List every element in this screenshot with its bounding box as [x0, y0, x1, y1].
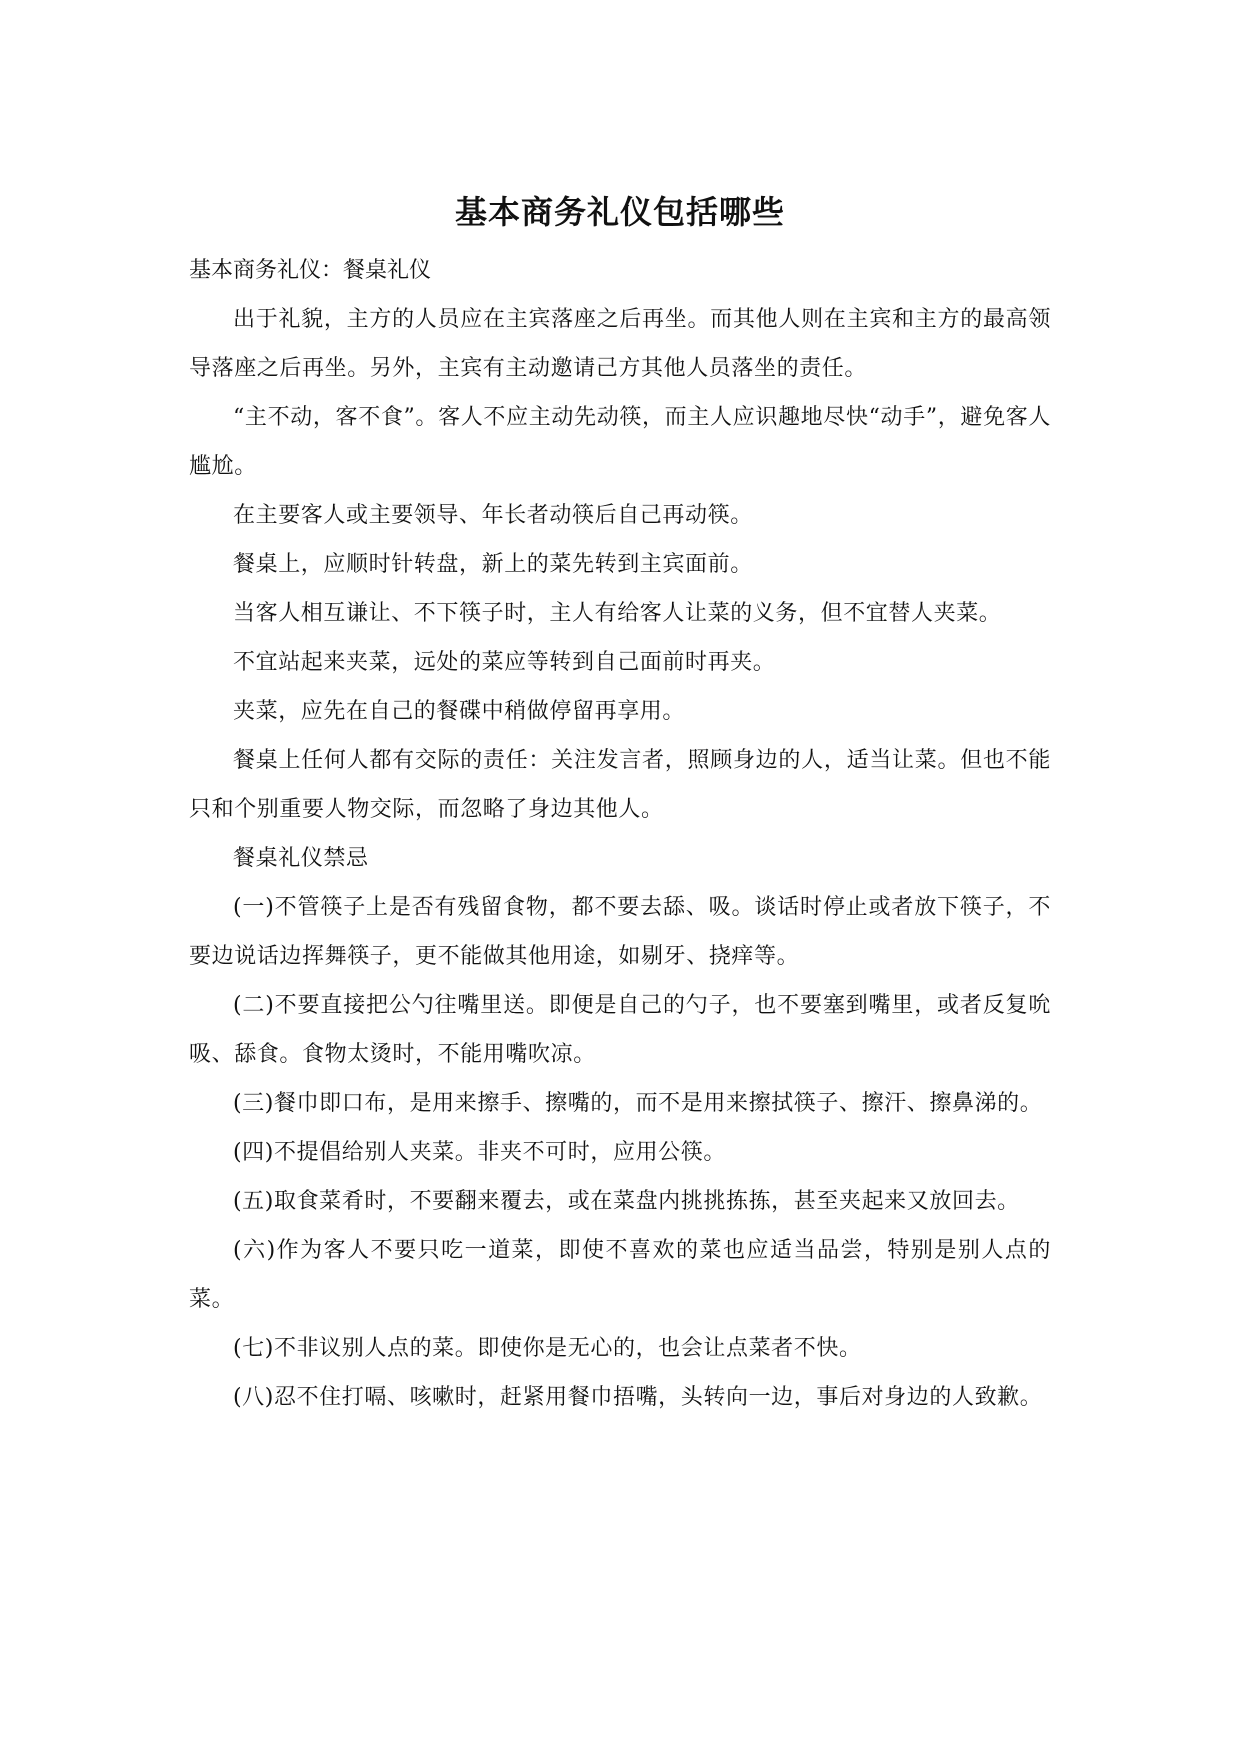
- paragraph: 出于礼貌，主方的人员应在主宾落座之后再坐。而其他人则在主宾和主方的最高领导落座之后再坐。另外，主宾有主动邀请己方其他人员落坐的责任。: [189, 307, 1051, 381]
- document-page: [189, 190, 1051, 1422]
- paragraph: “主不动，客不食”。客人不应主动先动筷，而主人应识趣地尽快“动手”，避免客人尴尬。: [189, 405, 1051, 479]
- subheading-taboos: 餐桌礼仪禁忌: [233, 846, 369, 871]
- document-title: 基本商务礼仪包括哪些: [454, 193, 785, 231]
- paragraph: 餐桌上任何人都有交际的责任：关注发言者，照顾身边的人，适当让菜。但也不能只和个别重要人物交际，而忽略了身边其他人。: [189, 748, 1051, 822]
- paragraph: 在主要客人或主要领导、年长者动筷后自己再动筷。: [233, 503, 753, 528]
- taboo-item: (八)忍不住打嗝、咳嗽时，赶紧用餐巾捂嘴，头转向一边，事后对身边的人致歉。: [233, 1385, 1043, 1410]
- taboo-item: (四)不提倡给别人夹菜。非夹不可时，应用公筷。: [233, 1140, 726, 1165]
- taboo-item: (五)取食菜肴时，不要翻来覆去，或在菜盘内挑挑拣拣，甚至夹起来又放回去。: [233, 1189, 1020, 1214]
- section-heading: 基本商务礼仪：餐桌礼仪: [189, 258, 432, 283]
- taboo-item: (三)餐巾即口布，是用来擦手、擦嘴的，而不是用来擦拭筷子、擦汗、擦鼻涕的。: [233, 1091, 1043, 1116]
- taboo-item: (六)作为客人不要只吃一道菜，即使不喜欢的菜也应适当品尝，特别是别人点的菜。: [189, 1238, 1051, 1312]
- paragraph: 餐桌上，应顺时针转盘，新上的菜先转到主宾面前。: [233, 552, 753, 577]
- taboo-item: (二)不要直接把公勺往嘴里送。即便是自己的勺子，也不要塞到嘴里，或者反复吮吸、舔食。食物太烫时，不能用嘴吹凉。: [189, 993, 1051, 1067]
- paragraph: 当客人相互谦让、不下筷子时，主人有给客人让菜的义务，但不宜替人夹菜。: [233, 601, 1002, 626]
- taboo-item: (七)不非议别人点的菜。即使你是无心的，也会让点菜者不快。: [233, 1336, 862, 1361]
- paragraph: 夹菜，应先在自己的餐碟中稍做停留再享用。: [233, 699, 686, 724]
- paragraph: 不宜站起来夹菜，远处的菜应等转到自己面前时再夹。: [233, 650, 776, 675]
- taboo-item: (一)不管筷子上是否有残留食物，都不要去舔、吸。谈话时停止或者放下筷子，不要边说话边挥舞筷子，更不能做其他用途，如剔牙、挠痒等。: [189, 895, 1051, 969]
